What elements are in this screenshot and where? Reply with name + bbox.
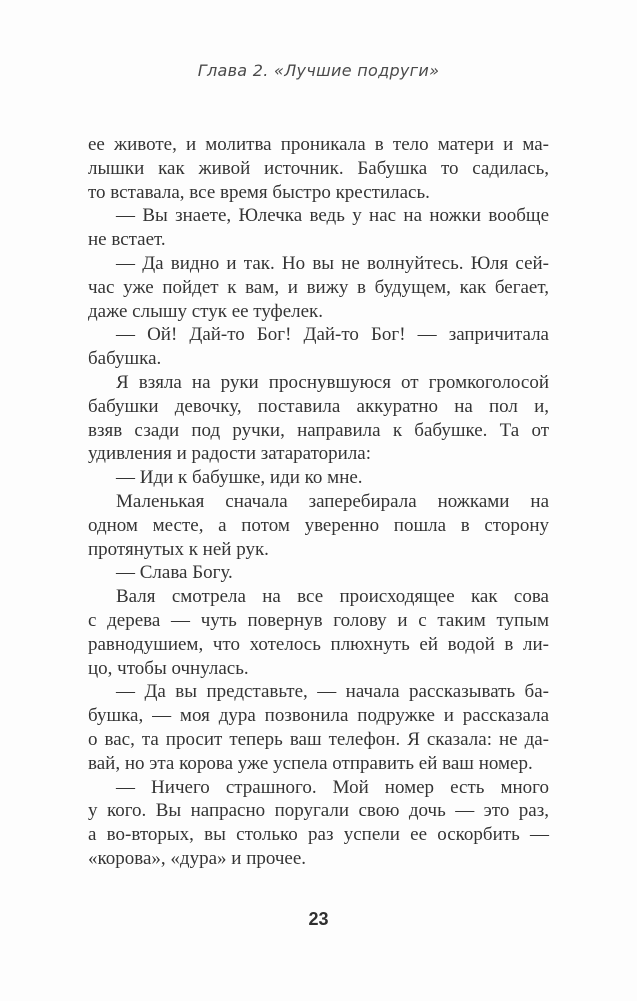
text-line: «корова», «дура» и прочее. xyxy=(88,847,307,869)
text-line: бабушка. xyxy=(88,348,162,370)
text-line: о вас, та просит теперь ваш телефон. Я сказала: не да- xyxy=(88,728,549,750)
text-line: протянутых к ней рук. xyxy=(88,538,269,560)
text-line: Маленькая сначала заперебирала ножками на xyxy=(116,490,549,512)
paragraph xyxy=(88,561,549,585)
text-line: — Слава Богу. xyxy=(116,562,233,584)
text-line: — Да вы представьте, — начала рассказывать ба- xyxy=(116,681,549,703)
text-line: удивления и радости затараторила: xyxy=(88,443,372,465)
text-line: даже слышу стук ее туфелек. xyxy=(88,300,324,322)
text-line: цо, чтобы очнулась. xyxy=(88,657,249,679)
text-line: Валя смотрела на все происходящее как сова xyxy=(116,586,549,608)
text-line: час уже пойдет к вам, и вижу в будущем, как бегает, xyxy=(88,276,549,298)
text-line: с дерева — чуть повернув голову и с таким тупым xyxy=(88,609,549,631)
text-line: у кого. Вы напрасно поругали свою дочь — это раз, xyxy=(88,800,549,822)
text-line: бушка, — моя дура позвонила подружке и рассказала xyxy=(88,705,549,727)
paragraph xyxy=(88,204,549,252)
paragraph xyxy=(88,466,549,490)
chapter-header: Глава 2. «Лучшие подруги» xyxy=(197,61,440,80)
text-line: — Вы знаете, Юлечка ведь у нас на ножки вообще xyxy=(116,205,549,227)
text-line: — Да видно и так. Но вы не волнуйтесь. Юля сей- xyxy=(116,252,549,274)
text-line: вай, но эта корова уже успела отправить ей ваш номер. xyxy=(88,752,533,774)
text-line: равнодушием, что хотелось плюхнуть ей водой в ли- xyxy=(88,633,549,655)
paragraph xyxy=(88,776,549,871)
text-line: — Ничего страшного. Мой номер есть много xyxy=(116,776,549,798)
paragraph xyxy=(88,371,549,466)
paragraph xyxy=(88,680,549,775)
paragraph xyxy=(88,133,549,204)
text-line: Я взяла на руки проснувшуюся от громкоголосой xyxy=(116,371,549,393)
text-line: не встает. xyxy=(88,229,166,251)
text-line: а во-вторых, вы столько раз успели ее оскорбить — xyxy=(88,824,549,846)
text-line: ее животе, и молитва проникала в тело матери и ма- xyxy=(88,134,549,155)
text-line: взяв сзади под ручки, направила к бабушке. Та от xyxy=(88,419,549,441)
text-line: одном месте, а потом уверенно пошла в сторону xyxy=(88,514,549,536)
text-line: — Иди к бабушке, иди ко мне. xyxy=(116,467,363,489)
text-line: лышки как живой источник. Бабушка то садилась, xyxy=(88,157,549,179)
text-line: — Ой! Дай-то Бог! Дай-то Бог! — запричитала xyxy=(116,324,549,346)
text-line: то вставала, все время быстро крестилась. xyxy=(88,181,430,203)
paragraph xyxy=(88,323,549,371)
paragraph xyxy=(88,490,549,561)
paragraph xyxy=(88,585,549,680)
text-line: бабушки девочку, поставила аккуратно на пол и, xyxy=(88,395,549,417)
text-block xyxy=(88,133,549,871)
paragraph xyxy=(88,252,549,323)
page-number: 23 xyxy=(308,909,329,929)
